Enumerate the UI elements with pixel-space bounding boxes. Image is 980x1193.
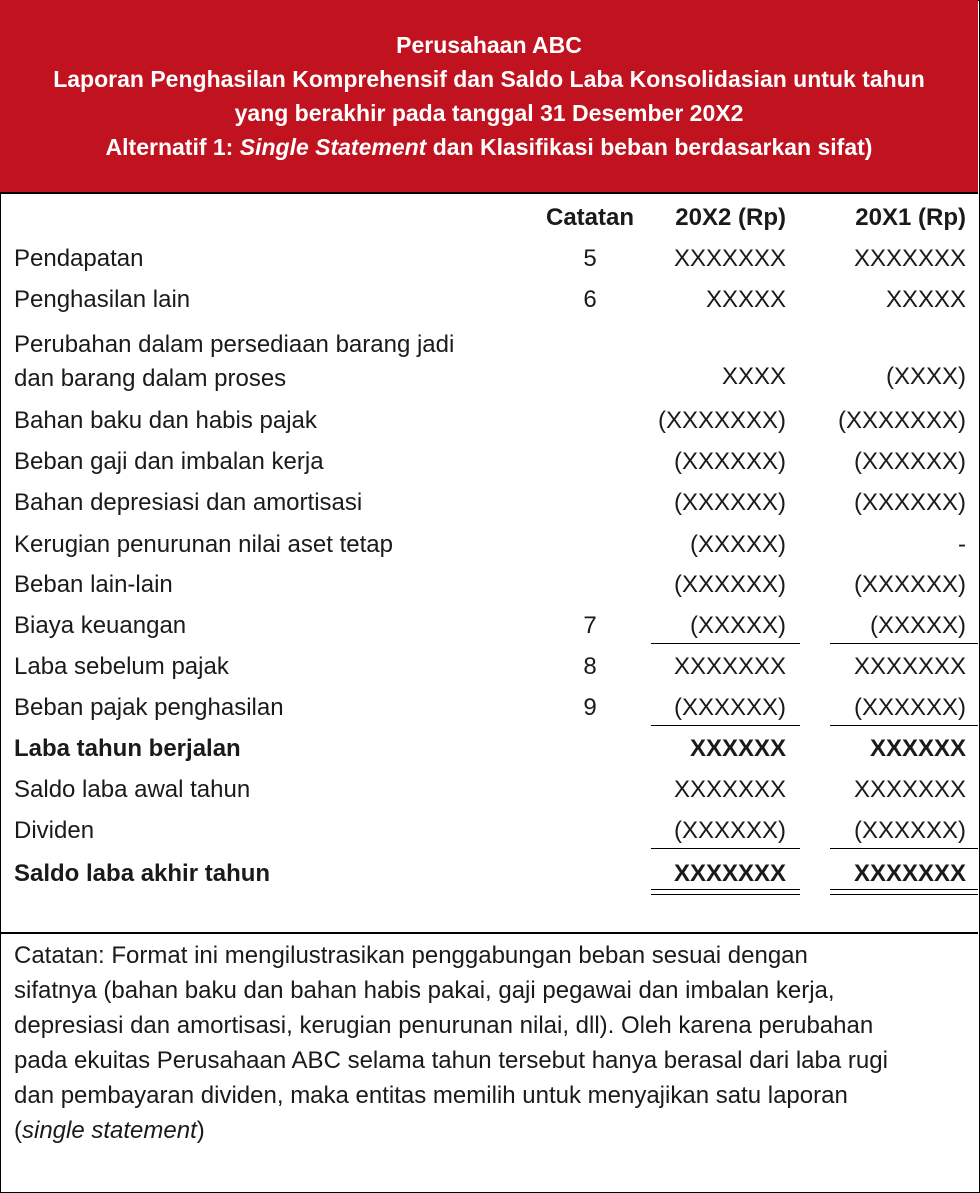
subtotal-line-20x2: [651, 725, 800, 726]
row-value-20x2: XXXXXXX: [673, 653, 786, 680]
subtotal-line-20x1: [830, 643, 978, 644]
row-value-20x2: (XXXXXXX): [657, 407, 786, 434]
table-row: [0, 525, 978, 566]
table-row: [0, 647, 978, 688]
table-row: [0, 606, 978, 647]
footnote: Catatan: Format ini mengilustrasikan penggabungan beban sesuai dengan sifatnya (bahan baku dan bahan habis pakai, gaji pegawai dan imbalan kerja, depresiasi dan amortisasi, kerugian penurunan nilai, dll). Oleh karena perubahan pada ekuitas Perusahaan ABC selama tahun tersebut hanya berasal dari laba rugi dan pembayaran dividen, maka entitas memilih untuk menyajikan satu laporan (single statement): [14, 942, 888, 1144]
row-note: 7: [583, 612, 597, 639]
row-value-20x2: XXXXXXX: [673, 245, 786, 272]
row-value-20x1: (XXXXXX): [853, 571, 966, 598]
row-label: Beban lain-lain: [14, 571, 173, 598]
row-note: 9: [583, 694, 597, 721]
row-value-20x2: (XXXXXX): [673, 571, 786, 598]
statement-header: [0, 0, 978, 194]
row-value-20x2: (XXXXX): [689, 531, 786, 558]
row-label: Penghasilan lain: [14, 286, 191, 313]
row-value-20x2: (XXXXXX): [673, 694, 786, 721]
row-label: Perubahan dalam persediaan barang jadi dan barang dalam proses: [14, 331, 455, 392]
row-note: 8: [583, 653, 597, 680]
row-value-20x1: (XXXX): [885, 363, 966, 390]
row-value-20x2: XXXXXXX: [673, 860, 786, 887]
table-row: [0, 326, 978, 400]
row-value-20x2: XXXXXX: [689, 735, 786, 762]
row-value-20x1: (XXXXXXX): [837, 407, 966, 434]
row-value-20x1: (XXXXXX): [853, 694, 966, 721]
table-row: [0, 565, 978, 606]
row-label: Saldo laba akhir tahun: [14, 860, 271, 887]
table-row: [0, 770, 978, 811]
row-label: Beban pajak penghasilan: [14, 694, 284, 721]
grand-total-double-line-20x2: [651, 889, 800, 895]
column-header-20x1: 20X1 (Rp): [855, 204, 966, 231]
column-header-20x2: 20X2 (Rp): [675, 204, 786, 231]
subtotal-line-20x2: [651, 848, 800, 849]
row-label: Kerugian penurunan nilai aset tetap: [14, 531, 393, 558]
row-label: Laba sebelum pajak: [14, 653, 229, 680]
row-value-20x2: (XXXXXX): [673, 448, 786, 475]
row-value-20x1: XXXXXXX: [853, 860, 966, 887]
row-label: Biaya keuangan: [14, 612, 187, 639]
row-value-20x1: XXXXXX: [869, 735, 966, 762]
row-value-20x1: (XXXXX): [869, 612, 966, 639]
table-row: [0, 811, 978, 852]
row-value-20x1: XXXXXXX: [853, 245, 966, 272]
row-label: Beban gaji dan imbalan kerja: [14, 448, 324, 475]
row-value-20x2: XXXXX: [705, 286, 786, 313]
row-label: Bahan baku dan habis pajak: [14, 407, 317, 434]
row-value-20x1: XXXXXXX: [853, 653, 966, 680]
row-value-20x1: (XXXXXX): [853, 817, 966, 844]
row-note: 6: [583, 286, 597, 313]
row-value-20x2: (XXXXX): [689, 612, 786, 639]
subtotal-line-20x1: [830, 725, 978, 726]
statement-title: Laporan Penghasilan Komprehensif dan Saldo Laba Konsolidasian untuk tahun: [53, 66, 925, 92]
table-row: [0, 401, 978, 442]
table-row: [0, 239, 978, 280]
row-value-20x2: XXXX: [721, 363, 786, 390]
column-header-row: [0, 198, 978, 239]
grand-total-double-line-20x1: [830, 889, 978, 895]
table-row: [0, 280, 978, 321]
company-name: Perusahaan ABC: [396, 32, 582, 58]
table-row: [0, 688, 978, 729]
statement-alternative: Alternatif 1: Single Statement dan Klasifikasi beban berdasarkan sifat): [105, 134, 873, 160]
row-value-20x1: (XXXXXX): [853, 448, 966, 475]
row-value-20x2: XXXXXXX: [673, 776, 786, 803]
row-value-20x1: (XXXXXX): [853, 489, 966, 516]
row-value-20x2: (XXXXXX): [673, 489, 786, 516]
row-label: Saldo laba awal tahun: [14, 776, 251, 803]
table-row: [0, 483, 978, 524]
section-divider: [0, 932, 978, 934]
subtotal-line-20x1: [830, 848, 978, 849]
column-header-note: Catatan: [545, 204, 635, 231]
table-row: [0, 442, 978, 483]
subtotal-line-20x2: [651, 643, 800, 644]
row-note: 5: [583, 245, 597, 272]
row-label: Dividen: [14, 817, 95, 844]
table-row-total: [0, 729, 978, 770]
statement-period: yang berakhir pada tanggal 31 Desember 20X2: [234, 100, 744, 126]
row-label: Bahan depresiasi dan amortisasi: [14, 489, 363, 516]
row-value-20x2: (XXXXXX): [673, 817, 786, 844]
row-value-20x1: XXXXXXX: [853, 776, 966, 803]
row-label: Pendapatan: [14, 245, 144, 272]
row-label: Laba tahun berjalan: [14, 735, 241, 762]
row-value-20x1: -: [958, 531, 966, 558]
row-value-20x1: XXXXX: [885, 286, 966, 313]
